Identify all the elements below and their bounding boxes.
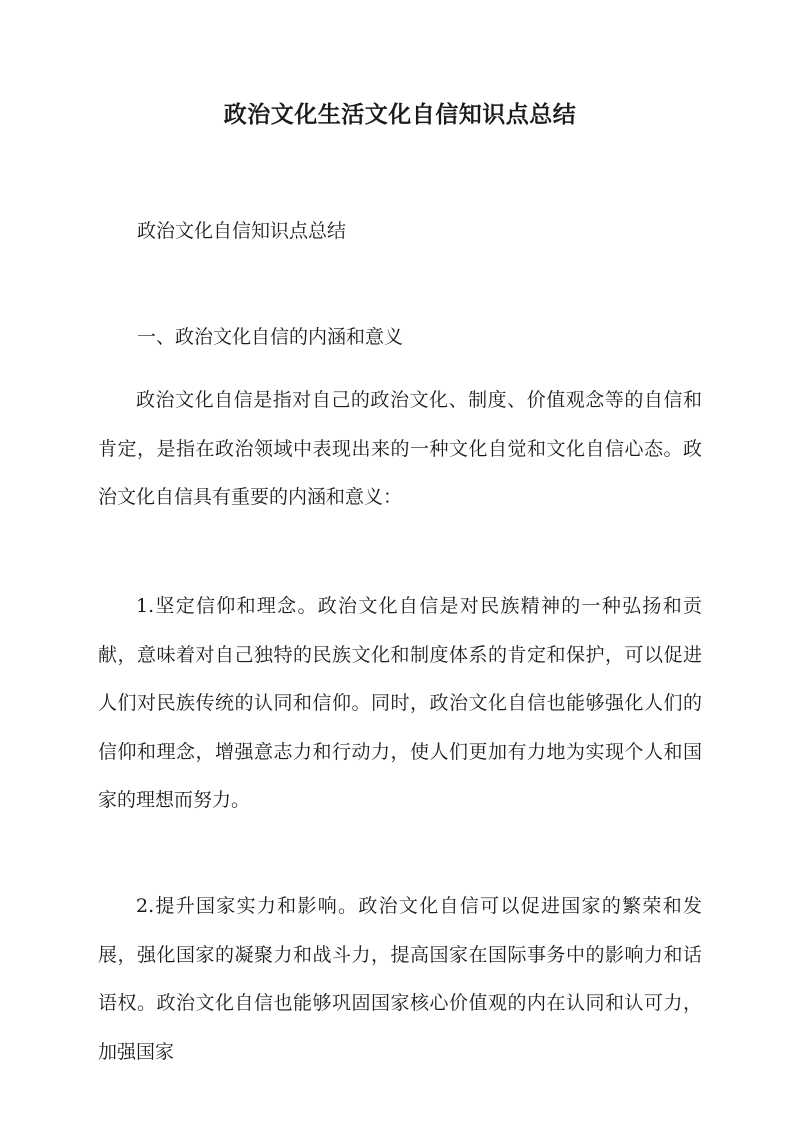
document-subtitle: 政治文化自信知识点总结 [137,220,347,242]
list-item-paragraph: 2.提升国家实力和影响。政治文化自信可以促进国家的繁荣和发展，强化国家的凝聚力和战斗力，提高国家在国际事务中的影响力和话语权。政治文化自信也能够巩固国家核心价值观的内在认同和认可力，加强国家 [98,895,702,1063]
document-title: 政治文化生活文化自信知识点总结 [223,101,577,128]
section-heading: 一、政治文化自信的内涵和意义 [137,326,404,348]
list-item-paragraph: 1.坚定信仰和理念。政治文化自信是对民族精神的一种弘扬和贡献，意味着对自己独特的民族文化和制度体系的肯定和保护，可以促进人们对民族传统的认同和信仰。同时，政治文化自信也能够强化人们的信仰和理念，增强意志力和行动力，使人们更加有力地为实现个人和国家的理想而努力。 [98,595,702,811]
intro-paragraph: 政治文化自信是指对自己的政治文化、制度、价值观念等的自信和肯定，是指在政治领域中表现出来的一种文化自觉和文化自信心态。政治文化自信具有重要的内涵和意义： [98,389,702,508]
